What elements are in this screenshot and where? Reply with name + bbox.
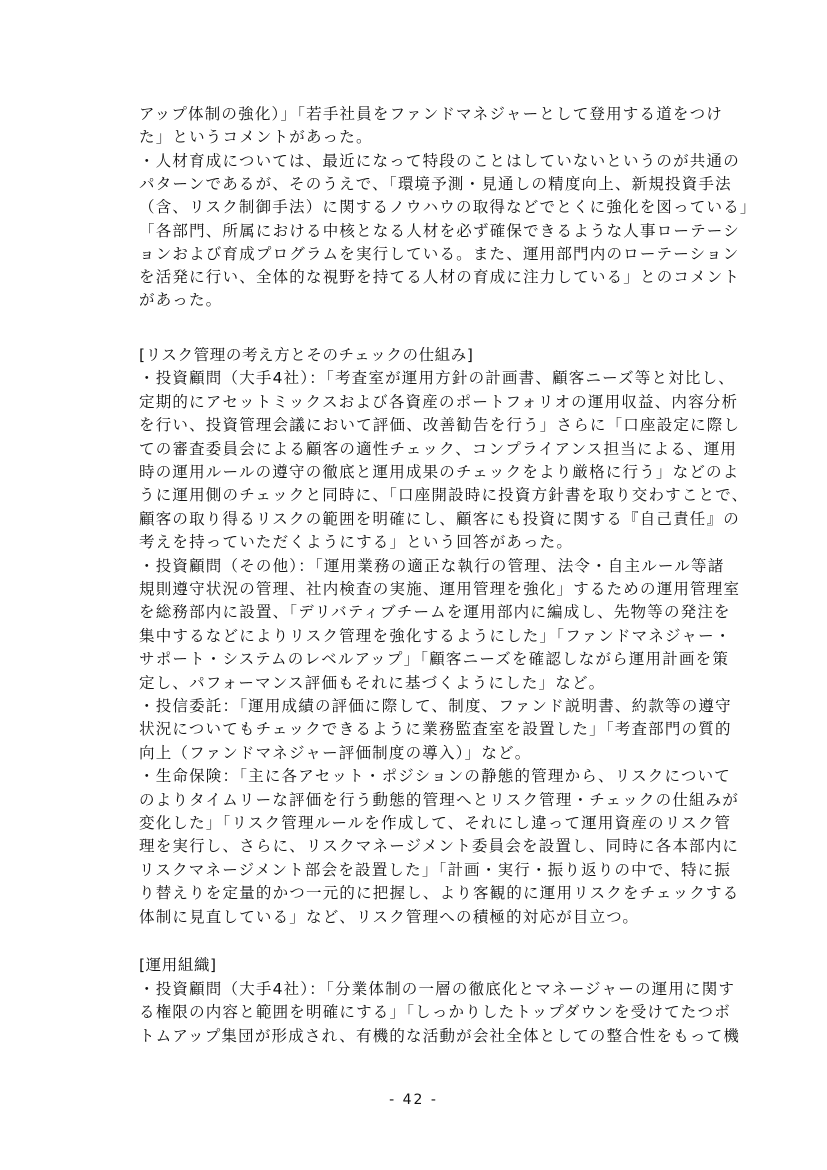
body-text-line: 考えを持っていただくようにする」という回答があった。 — [139, 533, 574, 552]
body-text-line: 定し、パフォーマンス評価もそれに基づくようにした」など。 — [139, 673, 606, 692]
body-text-line: ・人材育成については、最近になって特段のことはしていないというのが共通の — [139, 151, 740, 170]
body-text-line: を総務部内に設置、「デリバティブチームを運用部内に編成し、先物等の発注を — [139, 603, 731, 622]
body-text-line: 定期的にアセットミックスおよび各資産のポートフォリオの運用収益、内容分析 — [139, 392, 739, 411]
body-text-line: （含、リスク制御手法）に関するノウハウの取得などでとくに強化を図っている」 — [139, 198, 757, 217]
body-text-line: アップ体制の強化）」「若手社員をファンドマネジャーとして登用する道をつけ — [139, 105, 723, 123]
body-text-line: トムアップ集団が形成され、有機的な活動が会社全体としての整合性をもって機 — [139, 1026, 741, 1045]
body-text-line: 「各部門、所属における中核となる人材を必ず確保できるような人事ローテーシ — [139, 221, 740, 240]
body-text-line: のよりタイムリーな評価を行う動態的管理へとリスク管理・チェックの仕組みが — [139, 790, 740, 809]
body-text-line: パターンであるが、そのうえで、「環境予測・見通しの精度向上、新規投資手法 — [139, 174, 732, 193]
section-heading: [運用組織] — [139, 956, 217, 974]
section-heading: [リスク管理の考え方とそのチェックの仕組み] — [139, 346, 474, 364]
body-text-line: うに運用側のチェックと同時に、「口座開設時に投資方針書を取り交わすことで、 — [139, 486, 749, 505]
body-text-line: ・生命保険：「主に各アセット・ポジションの静態的管理から、リスクについて — [139, 767, 731, 786]
page-number: - 42 - — [389, 1092, 438, 1108]
body-text-line: ・投信委託：「運用成績の評価に際して、制度、ファンド説明書、約款等の遵守 — [139, 697, 732, 715]
body-text-line: 集中するなどによりリスク管理を強化するようにした」「ファンドマネジャー・ — [139, 626, 732, 645]
body-text-line: 規則遵守状況の管理、社内検査の実施、運用管理を強化」するための運用管理室 — [139, 580, 741, 598]
body-text-line: た」というコメントがあった。 — [139, 128, 373, 147]
body-text-line: り替えりを定量的かつ一元的に把握し、より客観的に運用リスクをチェックする — [139, 884, 740, 903]
body-text-line: 体制に見直している」など、リスク管理への積極的対応が目立つ。 — [139, 907, 640, 926]
body-text-line: 向上（ファンドマネジャー評価制度の導入）」など。 — [139, 743, 532, 762]
body-text-line: を行い、投資管理会議において評価、改善勧告を行う」さらに「口座設定に際し — [139, 416, 741, 435]
body-text-line: 理を実行し、さらに、リスクマネージメント委員会を設置し、同時に各本部内に — [139, 837, 740, 856]
body-text-line: 時の運用ルールの遵守の徹底と運用成果のチェックをより厳格に行う」などのよ — [139, 463, 740, 481]
body-text-line: サポート・システムのレベルアップ」「顧客ニーズを確認しながら運用計画を策 — [139, 650, 730, 669]
body-text-line: を活発に行い、全体的な視野を持てる人材の育成に注力している」とのコメント — [139, 268, 741, 287]
body-text-line: ョンおよび育成プログラムを実行している。また、運用部門内のローテーション — [139, 244, 740, 263]
body-text-line: る権限の内容と範囲を明確にする」「しっかりしたトップダウンを受けてたつボ — [139, 1003, 731, 1021]
body-text-line: ての審査委員会による顧客の適性チェック、コンプライアンス担当による、運用 — [139, 439, 738, 458]
body-text-line: 変化した」「リスク管理ルールを作成して、それにし違って運用資産のリスク管 — [139, 814, 732, 832]
body-text-line: 顧客の取り得るリスクの範囲を明確にし、顧客にも投資に関する『自己責任』の — [139, 509, 740, 528]
body-text-line: リスクマネージメント部会を設置した」「計画・実行・振り返りの中で、特に振 — [139, 860, 732, 879]
body-text-line: ・投資顧問（その他）：「運用業務の適正な執行の管理、法令・自主ルール等諸 — [139, 556, 725, 575]
body-text-line: ・投資顧問（大手4社）：「考査室が運用方針の計画書、顧客ニーズ等と対比し、 — [139, 369, 735, 388]
body-text-line: があった。 — [139, 291, 223, 310]
body-text-line: ・投資顧問（大手4社）：「分業体制の一層の徹底化とマネージャーの運用に関す — [139, 979, 736, 998]
body-text-line: 状況についてもチェックできるように業務監査室を設置した」「考査部門の質的 — [139, 720, 732, 739]
